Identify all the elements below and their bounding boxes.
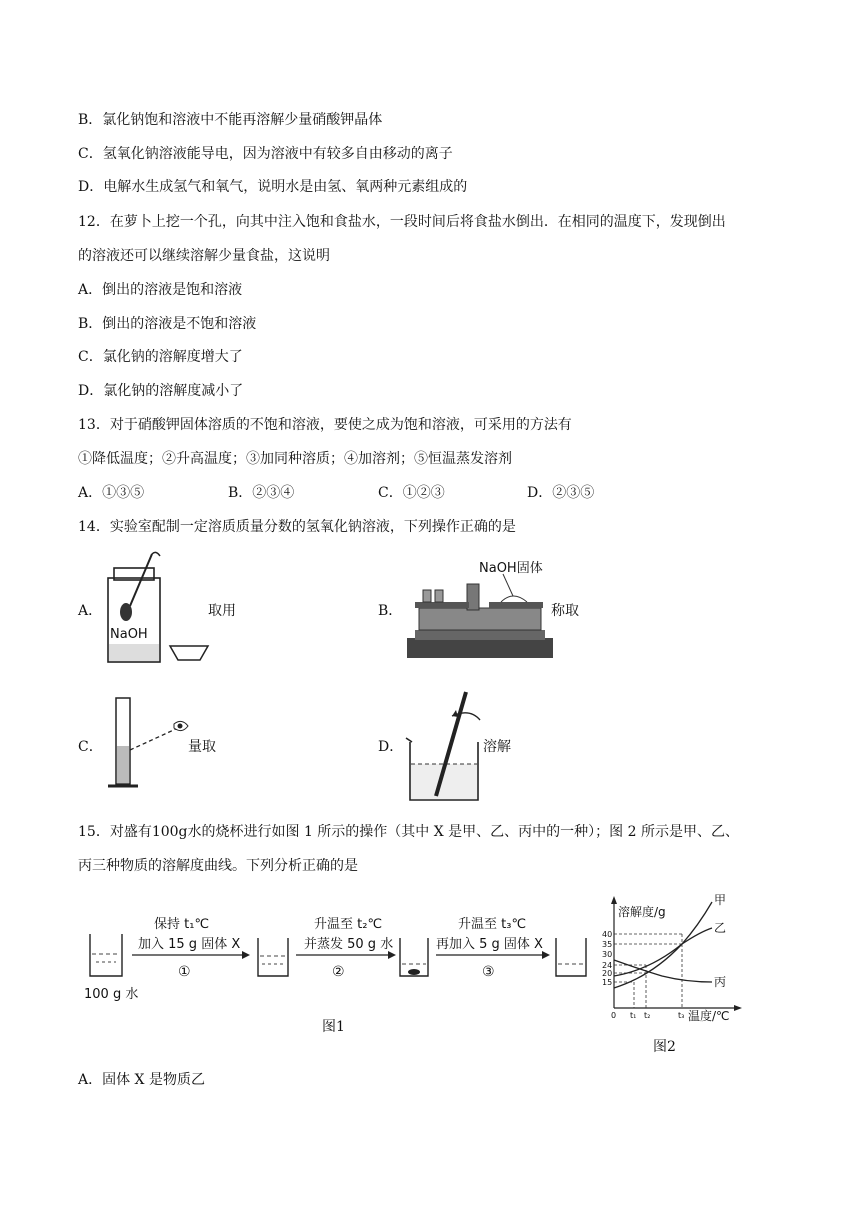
q14-d-caption: 溶解 bbox=[483, 739, 511, 755]
question-15-stem: 15．对盛有100g水的烧杯进行如图 1 所示的操作（其中 X 是甲、乙、丙中的一种）；图 2 所示是甲、乙、 bbox=[78, 824, 739, 840]
series-yi-label: 乙 bbox=[714, 921, 727, 935]
q15-option-a: A．固体 X 是物质乙 bbox=[78, 1072, 205, 1088]
step-3-number: ③ bbox=[482, 964, 495, 980]
q14-a-jar-illustration bbox=[100, 548, 210, 666]
option-c-line: C．氢氧化钠溶液能导电，因为溶液中有较多自由移动的离子 bbox=[78, 146, 453, 162]
x-tick-t1: t₁ bbox=[630, 1011, 637, 1020]
question-13-methods: ①降低温度；②升高温度；③加同种溶质；④加溶剂；⑤恒温蒸发溶剂 bbox=[78, 451, 512, 467]
q14-d-letter: D． bbox=[378, 739, 404, 755]
figure-2-caption: 图2 bbox=[653, 1039, 676, 1055]
step-1-action: 加入 15 g 固体 X bbox=[138, 937, 241, 952]
q14-a-letter: A． bbox=[78, 603, 103, 619]
q12-option-a: A．倒出的溶液是饱和溶液 bbox=[78, 282, 243, 298]
q14-d-beaker-illustration bbox=[404, 688, 484, 806]
q14-b-letter: B． bbox=[378, 603, 403, 619]
y-tick-35: 35 bbox=[602, 940, 613, 949]
series-yi-curve bbox=[614, 928, 712, 976]
step-2-number: ② bbox=[332, 964, 345, 980]
y-tick-30: 30 bbox=[602, 950, 613, 959]
figure-2-solubility-chart bbox=[602, 890, 742, 1022]
y-tick-20: 20 bbox=[602, 969, 613, 978]
q13-option-a: A．①③⑤ bbox=[78, 485, 145, 501]
beaker-after-step-2 bbox=[400, 938, 428, 976]
q12-option-d: D．氯化钠的溶解度减小了 bbox=[78, 383, 244, 399]
y-axis-label: 溶解度/g bbox=[618, 905, 666, 919]
initial-water-label: 100 g 水 bbox=[84, 987, 139, 1002]
step-3-action: 再加入 5 g 固体 X bbox=[436, 937, 543, 952]
q13-option-c: C．①②③ bbox=[378, 485, 445, 501]
question-15-stem-cont: 丙三种物质的溶解度曲线。下列分析正确的是 bbox=[78, 858, 358, 874]
question-14-stem: 14．实验室配制一定溶质质量分数的氢氧化钠溶液，下列操作正确的是 bbox=[78, 519, 516, 535]
step-1-number: ① bbox=[178, 964, 191, 980]
figure-1-caption: 图1 bbox=[322, 1019, 345, 1035]
option-d-line: D．电解水生成氢气和氧气，说明水是由氢、氧两种元素组成的 bbox=[78, 179, 468, 195]
step-1-condition: 保持 t₁℃ bbox=[154, 917, 210, 932]
q14-c-caption: 量取 bbox=[188, 739, 216, 755]
q12-option-c: C．氯化钠的溶解度增大了 bbox=[78, 349, 243, 365]
x-tick-t2: t₂ bbox=[644, 1011, 651, 1020]
q14-b-scale-label: NaOH固体 bbox=[479, 561, 543, 576]
series-bing-label: 丙 bbox=[714, 975, 727, 989]
step-2-condition: 升温至 t₂℃ bbox=[314, 917, 383, 932]
x-tick-t3: t₃ bbox=[678, 1011, 685, 1020]
q13-option-d: D．②③⑤ bbox=[527, 485, 595, 501]
option-b-line: B．氯化钠饱和溶液中不能再溶解少量硝酸钾晶体 bbox=[78, 112, 383, 128]
question-12-stem-cont: 的溶液还可以继续溶解少量食盐，这说明 bbox=[78, 248, 330, 264]
q14-b-caption: 称取 bbox=[551, 603, 579, 619]
q14-c-cylinder-illustration bbox=[108, 694, 198, 794]
beaker-after-step-3 bbox=[556, 938, 586, 976]
x-axis-label: 温度/℃ bbox=[688, 1009, 730, 1022]
q13-option-b: B．②③④ bbox=[228, 485, 295, 501]
q14-c-letter: C． bbox=[78, 739, 103, 755]
step-3-condition: 升温至 t₃℃ bbox=[458, 917, 527, 932]
series-jia-label: 甲 bbox=[714, 893, 727, 907]
q14-a-jar-label: NaOH bbox=[110, 627, 148, 642]
y-tick-24: 24 bbox=[602, 961, 613, 970]
q14-b-balance-illustration bbox=[405, 556, 555, 662]
y-tick-15: 15 bbox=[602, 978, 613, 987]
figure-1-process bbox=[82, 904, 602, 1004]
beaker-initial bbox=[90, 934, 122, 976]
question-13-stem: 13．对于硝酸钾固体溶质的不饱和溶液，要使之成为饱和溶液，可采用的方法有 bbox=[78, 417, 572, 433]
beaker-after-step-1 bbox=[258, 938, 288, 976]
q12-option-b: B．倒出的溶液是不饱和溶液 bbox=[78, 316, 257, 332]
y-tick-40: 40 bbox=[602, 930, 613, 939]
q14-a-caption: 取用 bbox=[208, 603, 236, 619]
x-tick-0: 0 bbox=[611, 1011, 617, 1020]
step-2-action: 并蒸发 50 g 水 bbox=[304, 937, 394, 952]
question-12-stem: 12．在萝卜上挖一个孔，向其中注入饱和食盐水，一段时间后将食盐水倒出．在相同的温度下，发现倒出 bbox=[78, 214, 726, 230]
series-bing-curve bbox=[614, 960, 712, 982]
